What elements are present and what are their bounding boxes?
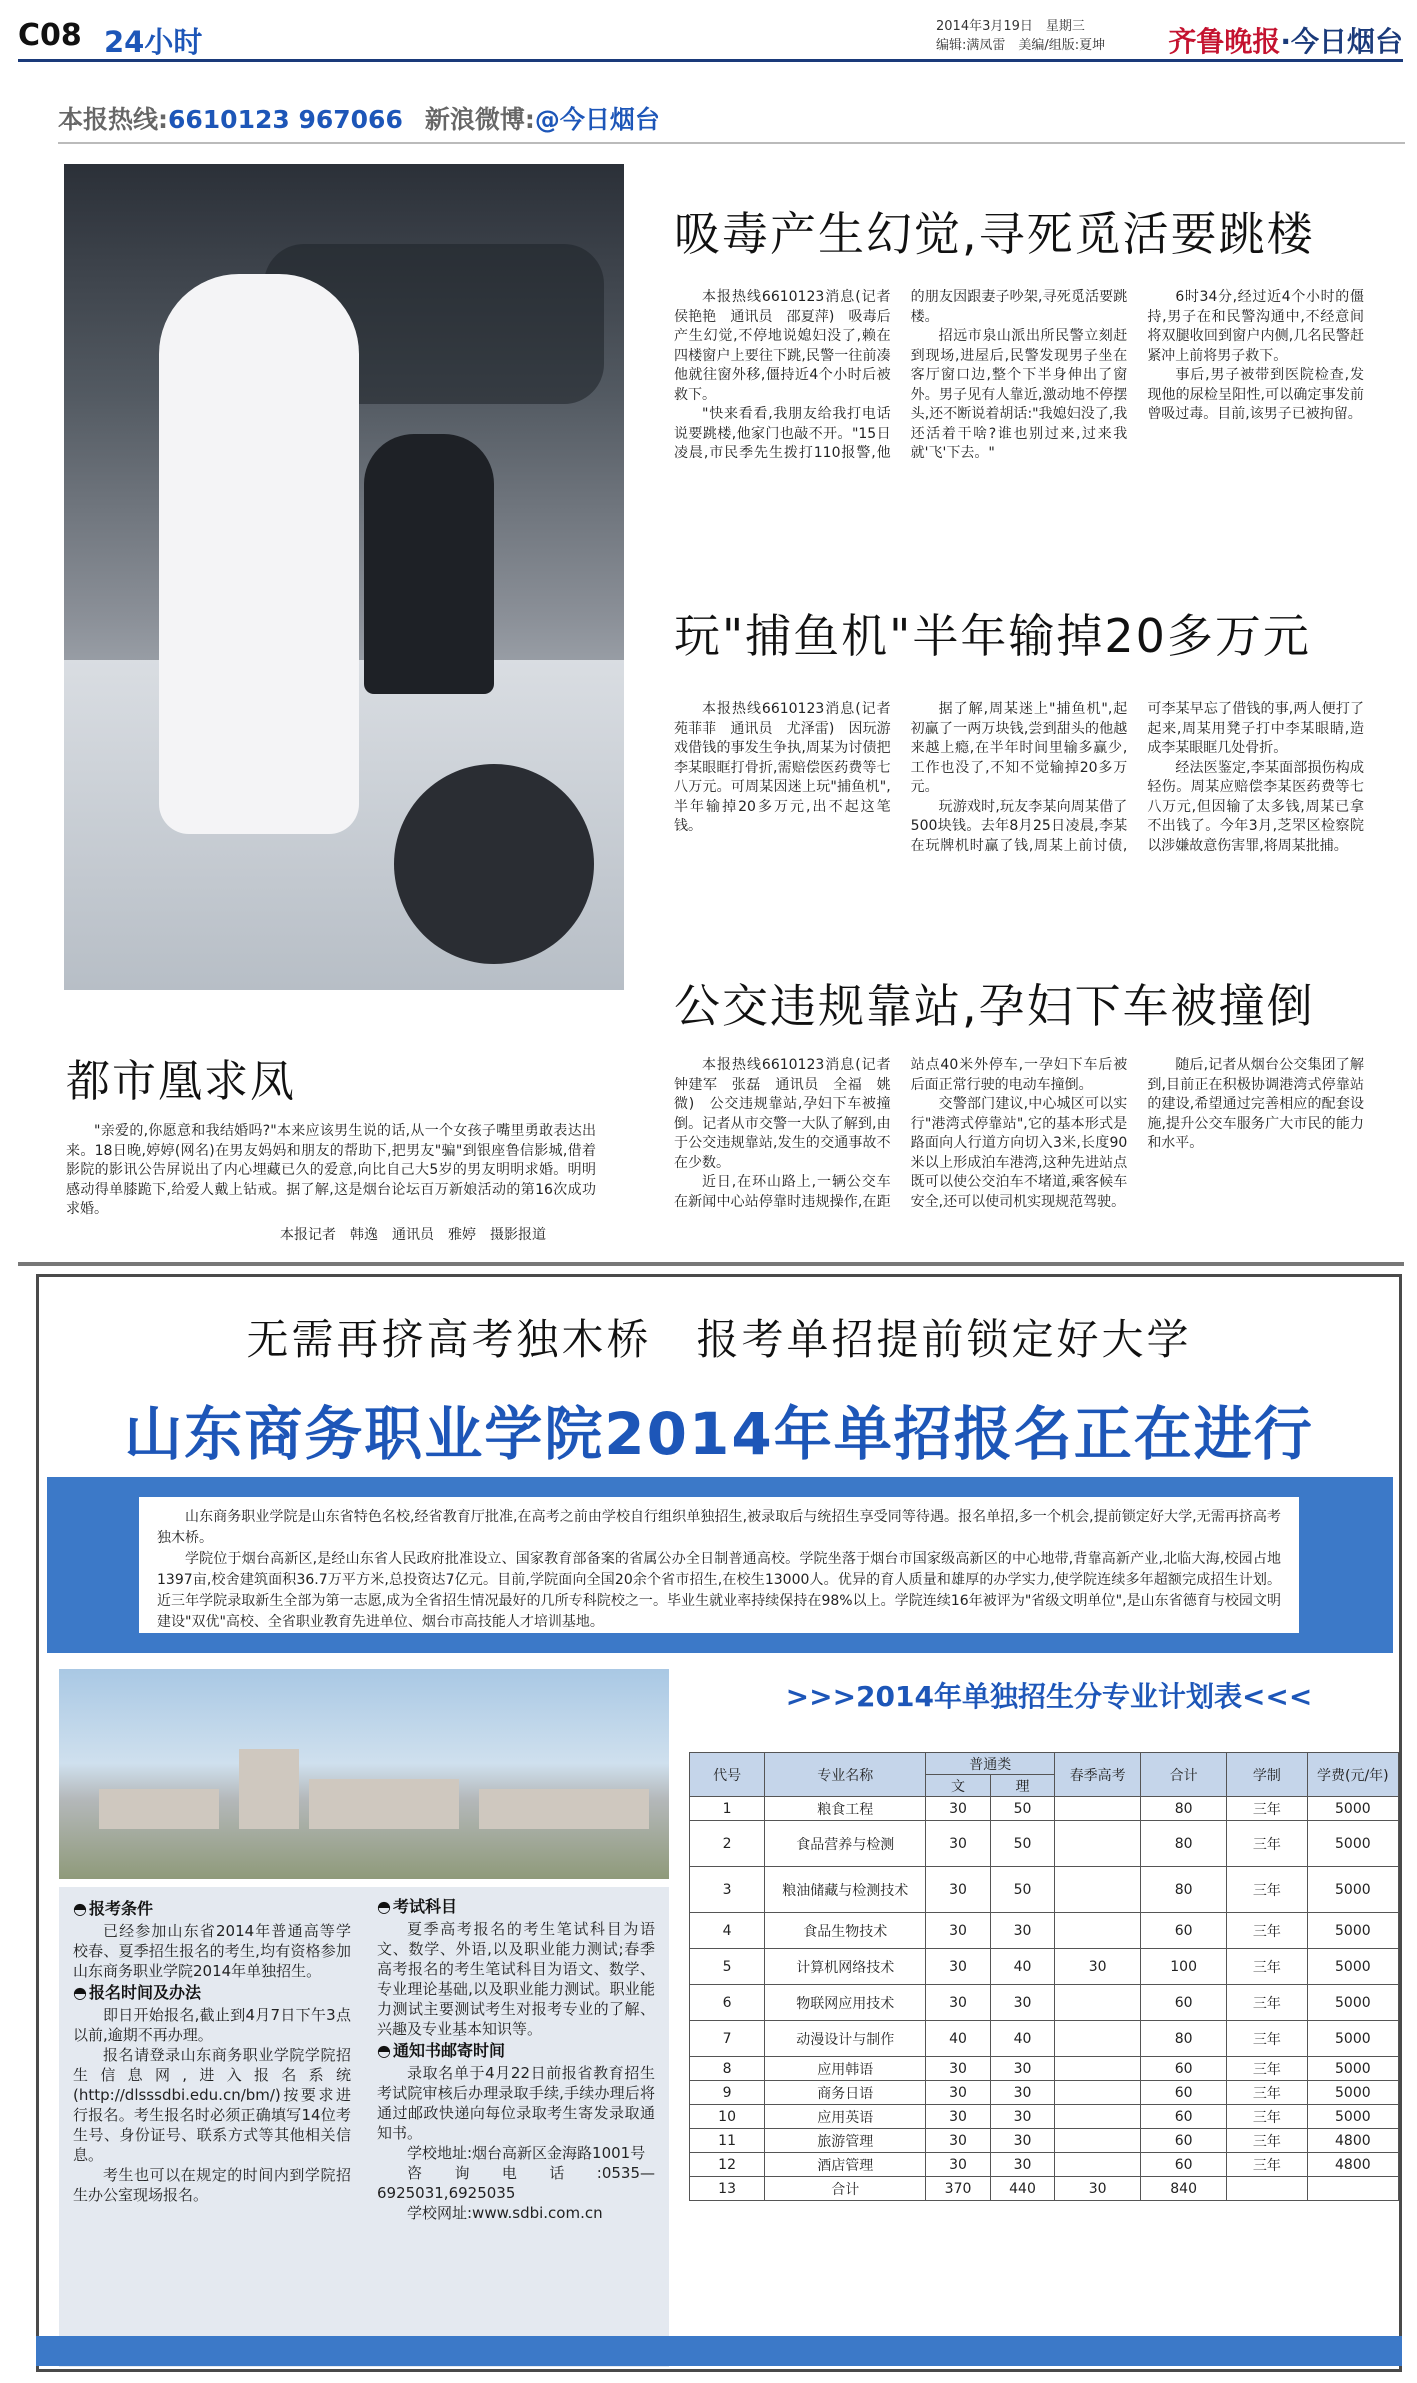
proposal-photo	[64, 164, 624, 990]
table-cell: 5000	[1307, 1821, 1398, 1867]
brand-name: 齐鲁晚报	[1168, 25, 1281, 58]
table-cell: 30	[990, 2105, 1054, 2129]
table-cell: 60	[1141, 1913, 1227, 1949]
table-cell: 4800	[1307, 2129, 1398, 2153]
info-heading: ◓ 通知书邮寄时间	[377, 2041, 655, 2061]
table-cell	[1055, 2129, 1141, 2153]
table-cell: 13	[690, 2177, 765, 2201]
table-cell: 30	[926, 2105, 990, 2129]
table-cell	[1055, 2081, 1141, 2105]
table-cell: 30	[990, 1913, 1054, 1949]
article-paragraph: 招远市泉山派出所民警立刻赶到现场,进屋后,民警发现男子坐在客厅窗口边,整个下半身伸出了窗外。男子见有人靠近,激动地不停摆头,还不断说着胡话:"我媳妇没了,我还活着干啥?谁也别过来,过来我就'飞'下去。"	[910, 328, 1128, 461]
major-name-cell: 粮食工程	[765, 1797, 926, 1821]
brand-edition: ·今日烟台	[1280, 25, 1403, 58]
article-paragraph: 近日,在环山路上,一辆公交车在新闻中心站停靠时违规操作,在距站点40米外停车,一孕妇下车后被后面正常行驶的电动车撞倒。	[674, 1057, 1128, 1210]
table-row	[690, 2129, 1399, 2153]
building-shape	[99, 1789, 219, 1829]
table-cell: 4800	[1307, 2153, 1398, 2177]
table-cell: 6	[690, 1985, 765, 2021]
table-cell	[1227, 2177, 1308, 2201]
article-paragraph: "快来看看,我朋友给我打电话说要跳楼,他家门也敲不开。"15日凌晨,市民季先生拨打110报警,他的朋友因跟妻子吵架,寻死觅活要跳楼。	[674, 289, 1128, 461]
info-heading: ◓ 考试科目	[377, 1897, 655, 1917]
article-paragraph: 交警部门建议,中心城区可以实行"港湾式停靠站",它的基本形式是路面向人行道方向切入3米,长度90米以上形成泊车港湾,这种先进站点既可以使公交泊车不堵道,乘客候车安全,还可以使司机实现规范驾驶。	[910, 1096, 1128, 1210]
major-name-cell: 动漫设计与制作	[765, 2021, 926, 2057]
building-shape	[479, 1789, 649, 1829]
major-name-cell: 合计	[765, 2177, 926, 2201]
divider	[58, 142, 1405, 144]
table-cell: 三年	[1227, 1913, 1308, 1949]
article-paragraph: 据了解,周某迷上"捕鱼机",起初赢了一两万块钱,尝到甜头的他越来越上瘾,在半年时间里输多赢少,工作也没了,不知不觉输掉20多万元。	[910, 701, 1128, 795]
info-text: 考生也可以在规定的时间内到学院招生办公室现场报名。	[73, 2166, 351, 2204]
table-cell: 30	[926, 2057, 990, 2081]
table-row	[690, 2153, 1399, 2177]
table-cell: 5	[690, 1949, 765, 1985]
section-title: 24小时	[104, 25, 203, 59]
col-major: 专业名称	[765, 1753, 926, 1797]
building-shape	[309, 1779, 459, 1829]
table-cell: 5000	[1307, 2057, 1398, 2081]
table-cell: 50	[990, 1867, 1054, 1913]
issue-date: 2014年3月19日 星期三	[936, 19, 1085, 34]
table-cell: 5000	[1307, 2081, 1398, 2105]
table-row	[690, 2177, 1399, 2201]
table-cell: 30	[926, 1913, 990, 1949]
ad-title: 山东商务职业学院2014年单招报名正在进行	[124, 1400, 1314, 1468]
hotline-numbers: 6610123 967066	[168, 105, 403, 134]
table-cell: 60	[1141, 2057, 1227, 2081]
table-cell: 30	[1055, 2177, 1141, 2201]
weibo-label: 新浪微博:	[424, 105, 535, 134]
article-paragraph: 本报热线6610123消息(记者 侯艳艳 通讯员 邵夏萍) 吸毒后产生幻觉,不停地说媳妇没了,赖在四楼窗户上要往下跳,民警一往前凑他就往窗外移,僵持近4个小时后被救下。	[674, 289, 905, 403]
table-cell: 8	[690, 2057, 765, 2081]
table-cell: 三年	[1227, 1985, 1308, 2021]
table-row	[690, 1867, 1399, 1913]
col-arts: 文	[926, 1775, 990, 1797]
article-body	[674, 288, 1364, 516]
table-row	[690, 1821, 1399, 1867]
table-cell: 三年	[1227, 2081, 1308, 2105]
table-cell: 1	[690, 1797, 765, 1821]
table-cell: 三年	[1227, 1949, 1308, 1985]
col-regular: 普通类	[926, 1753, 1055, 1775]
page-number: C08	[18, 18, 82, 53]
major-name-cell: 商务日语	[765, 2081, 926, 2105]
table-cell: 60	[1141, 1985, 1227, 2021]
college-advertisement	[36, 1274, 1402, 2372]
col-fee: 学费(元/年)	[1307, 1753, 1398, 1797]
table-cell: 三年	[1227, 2057, 1308, 2081]
col-science: 理	[990, 1775, 1054, 1797]
table-cell: 60	[1141, 2153, 1227, 2177]
hotline-label: 本报热线:	[58, 105, 168, 134]
col-code: 代号	[690, 1753, 765, 1797]
major-name-cell: 食品营养与检测	[765, 1821, 926, 1867]
article-headline: 吸毒产生幻觉,寻死觅活要跳楼	[674, 207, 1315, 261]
table-cell: 30	[990, 2057, 1054, 2081]
table-cell: 40	[990, 1949, 1054, 1985]
table-cell: 30	[990, 2153, 1054, 2177]
major-name-cell: 粮油储藏与检测技术	[765, 1867, 926, 1913]
table-cell: 80	[1141, 1797, 1227, 1821]
article-paragraph: 本报热线6610123消息(记者 苑菲菲 通讯员 尤泽雷) 因玩游戏借钱的事发生争执,周某为讨债把李某眼眶打骨折,需赔偿医药费等七八万元。可周某因迷上玩"捕鱼机",半年输掉20多万元,出不起这笔钱。	[674, 701, 905, 834]
table-cell: 50	[990, 1821, 1054, 1867]
major-name-cell: 应用英语	[765, 2105, 926, 2129]
table-cell: 50	[990, 1797, 1054, 1821]
table-cell: 5000	[1307, 1913, 1398, 1949]
table-cell: 30	[926, 2129, 990, 2153]
table-cell: 440	[990, 2177, 1054, 2201]
table-cell: 5000	[1307, 1867, 1398, 1913]
page-header	[18, 14, 1403, 62]
intro-paragraph: 学院位于烟台高新区,是经山东省人民政府批准设立、国家教育部备案的省属公办全日制普通高校。学院坐落于烟台市国家级高新区的中心地带,背靠高新产业,北临大海,校园占地1397亩,校舍建筑面积36.7万平方米,总投资达7亿元。目前,学院面向全国20余个省市招生,在校生13000人。优异的育人质量和雄厚的办学实力,使学院连续多年超额完成招生计划。近三年学院录取新生全部为第一志愿,成为全省招生情况最好的几所专科院校之一。毕业生就业率持续保持在98%以上。学院连续16年被评为"省级文明单位",是山东省德育与校园文明建设"双优"高校、全省职业教育先进单位、烟台市高技能人才培训基地。	[157, 1551, 1281, 1630]
school-phone: 咨询电话:0535—6925031,6925035	[377, 2164, 655, 2202]
table-cell: 60	[1141, 2129, 1227, 2153]
table-cell: 9	[690, 2081, 765, 2105]
article-headline: 公交违规靠站,孕妇下车被撞倒	[674, 979, 1315, 1033]
enrollment-plan-table	[689, 1752, 1399, 2201]
table-row	[690, 1949, 1399, 1985]
ad-subtitle: 无需再挤高考独木桥 报考单招提前锁定好大学	[246, 1315, 1192, 1364]
table-cell: 30	[926, 1949, 990, 1985]
ad-intro	[139, 1497, 1299, 1633]
table-cell: 5000	[1307, 1949, 1398, 1985]
table-cell: 5000	[1307, 1985, 1398, 2021]
major-name-cell: 计算机网络技术	[765, 1949, 926, 1985]
groom-figure	[364, 434, 494, 694]
major-name-cell: 物联网应用技术	[765, 1985, 926, 2021]
table-cell	[1307, 2177, 1398, 2201]
info-text: 即日开始报名,截止到4月7日下午3点以前,逾期不再办理。	[73, 2006, 351, 2044]
col-years: 学制	[1227, 1753, 1308, 1797]
table-cell: 5000	[1307, 2105, 1398, 2129]
col-total: 合计	[1141, 1753, 1227, 1797]
building-shape	[239, 1749, 299, 1829]
table-cell: 30	[990, 2129, 1054, 2153]
weibo-handle: @今日烟台	[534, 105, 660, 134]
info-heading: ◓ 报名时间及办法	[73, 1983, 351, 2003]
table-row	[690, 2057, 1399, 2081]
admission-info	[59, 1887, 669, 2367]
table-cell: 30	[990, 1985, 1054, 2021]
info-text: 录取名单于4月22日前报省教育招生考试院审核后办理录取手续,手续办理后将通过邮政快递向每位录取考生寄发录取通知书。	[377, 2064, 655, 2142]
table-cell: 30	[926, 1821, 990, 1867]
table-row	[690, 1797, 1399, 1821]
table-cell: 5000	[1307, 1797, 1398, 1821]
table-cell: 30	[926, 1867, 990, 1913]
table-cell: 30	[926, 2081, 990, 2105]
table-cell: 30	[926, 1797, 990, 1821]
table-cell: 三年	[1227, 2129, 1308, 2153]
article-paragraph: 6时34分,经过近4个小时的僵持,男子在和民警沟通中,不经意间将双腿收回到窗户内侧,几名民警赶紧冲上前将男子救下。	[1147, 289, 1364, 364]
article-paragraph: 随后,记者从烟台公交集团了解到,目前正在积极协调港湾式停靠站的建设,希望通过完善相应的配套设施,提升公交车服务广大市民的能力和水平。	[1147, 1057, 1364, 1151]
table-cell: 11	[690, 2129, 765, 2153]
table-cell: 840	[1141, 2177, 1227, 2201]
table-cell: 40	[926, 2021, 990, 2057]
article-headline: 玩"捕鱼机"半年输掉20多万元	[674, 609, 1311, 663]
side-story-credit: 本报记者 韩逸 通讯员 雅婷 摄影报道	[280, 1227, 546, 1243]
table-cell: 30	[926, 1985, 990, 2021]
article-body	[674, 700, 1364, 948]
major-name-cell: 酒店管理	[765, 2153, 926, 2177]
table-cell: 7	[690, 2021, 765, 2057]
info-text: 已经参加山东省2014年普通高等学校春、夏季招生报名的考生,均有资格参加山东商务职业学院2014年单独招生。	[73, 1922, 351, 1980]
table-cell: 60	[1141, 2105, 1227, 2129]
table-cell: 100	[1141, 1949, 1227, 1985]
table-cell	[1055, 2105, 1141, 2129]
table-cell: 12	[690, 2153, 765, 2177]
table-cell: 30	[926, 2153, 990, 2177]
table-row	[690, 2021, 1399, 2057]
table-cell: 40	[990, 2021, 1054, 2057]
table-cell	[1055, 2153, 1141, 2177]
table-cell: 3	[690, 1867, 765, 1913]
table-cell: 三年	[1227, 2153, 1308, 2177]
table-cell	[1055, 1797, 1141, 1821]
table-cell: 三年	[1227, 1797, 1308, 1821]
table-row	[690, 2105, 1399, 2129]
bride-figure	[159, 274, 359, 834]
table-cell: 60	[1141, 2081, 1227, 2105]
plan-table-title: >>>2014年单独招生分专业计划表<<<	[785, 1680, 1313, 1713]
article-paragraph: 事后,男子被带到医院检查,发现他的尿检呈阳性,可以确定事发前曾吸过毒。目前,该男子已被拘留。	[1147, 367, 1364, 422]
table-cell	[1055, 2021, 1141, 2057]
table-cell: 三年	[1227, 1821, 1308, 1867]
article-body	[674, 1056, 1364, 1252]
info-text: 报名请登录山东商务职业学院学院招生信息网,进入报名系统(http://dlsssdbi.edu.cn/bm/)按要求进行报名。考生报名时必须正确填写14位考生号、身份证号、联系方式等其他相关信息。	[73, 2046, 351, 2164]
major-name-cell: 食品生物技术	[765, 1913, 926, 1949]
major-name-cell: 应用韩语	[765, 2057, 926, 2081]
editors: 编辑:满凤雷 美编/组版:夏坤	[936, 38, 1106, 53]
campus-photo	[59, 1669, 669, 1879]
info-text: 夏季高考报名的考生笔试科目为语文、数学、外语,以及职业能力测试;春季高考报名的考生笔试科目为语文、数学、专业理论基础,以及职业能力测试。职业能力测试主要测试考生对报考专业的了解、兴趣及专业基本知识等。	[377, 1920, 655, 2038]
newspaper-brand	[1168, 20, 1403, 60]
intro-paragraph: 山东商务职业学院是山东省特色名校,经省教育厅批准,在高考之前由学校自行组织单独招生,被录取后与统招生享受同等待遇。报名单招,多一个机会,提前锁定好大学,无需再挤高考独木桥。	[157, 1509, 1281, 1546]
table-row	[690, 1985, 1399, 2021]
article-paragraph: 玩游戏时,玩友李某向周某借了500块钱。去年8月25日凌晨,李某在玩牌机时赢了钱,周某上前讨债,可李某早忘了借钱的事,两人便打了起来,周某用凳子打中李某眼睛,造成李某眼眶几处骨折。	[910, 701, 1364, 854]
info-heading: ◓ 报考条件	[73, 1899, 351, 1919]
table-cell: 2	[690, 1821, 765, 1867]
table-cell: 30	[1055, 1949, 1141, 1985]
table-cell: 4	[690, 1913, 765, 1949]
table-cell: 三年	[1227, 2021, 1308, 2057]
school-website: 学校网址:www.sdbi.com.cn	[407, 2204, 603, 2222]
hotline-bar	[58, 100, 660, 136]
table-cell	[1055, 2057, 1141, 2081]
camera-lens-shape	[394, 764, 594, 964]
table-row	[690, 1913, 1399, 1949]
side-story-title: 都市凰求凤	[66, 1056, 296, 1107]
table-cell: 5000	[1307, 2021, 1398, 2057]
table-cell: 80	[1141, 2021, 1227, 2057]
table-cell: 30	[990, 2081, 1054, 2105]
table-cell: 三年	[1227, 1867, 1308, 1913]
table-cell	[1055, 1913, 1141, 1949]
footer-bar	[36, 2336, 1402, 2366]
table-cell	[1055, 1985, 1141, 2021]
side-story-body: "亲爱的,你愿意和我结婚吗?"本来应该男生说的话,从一个女孩子嘴里勇敢表达出来。18日晚,婷婷(网名)在男友妈妈和朋友的帮助下,把男友"骗"到银座鲁信影城,借着影院的影讯公告屏说出了内心埋藏已久的爱意,向比自己大5岁的男友明明求婚。明明感动得单膝跪下,给爱人戴上钻戒。据了解,这是烟台论坛百万新娘活动的第16次成功求婚。	[66, 1123, 596, 1217]
table-cell: 370	[926, 2177, 990, 2201]
col-spring: 春季高考	[1055, 1753, 1141, 1797]
school-address: 学校地址:烟台高新区金海路1001号	[407, 2144, 646, 2162]
table-row	[690, 2081, 1399, 2105]
table-cell: 10	[690, 2105, 765, 2129]
divider	[18, 1262, 1404, 1266]
table-cell	[1055, 1867, 1141, 1913]
table-cell: 80	[1141, 1821, 1227, 1867]
major-name-cell: 旅游管理	[765, 2129, 926, 2153]
article-paragraph: 经法医鉴定,李某面部损伤构成轻伤。周某应赔偿李某医药费等七八万元,但因输了太多钱,周某已拿不出钱了。今年3月,芝罘区检察院以涉嫌故意伤害罪,将周某批捕。	[1147, 759, 1364, 854]
table-cell	[1055, 1821, 1141, 1867]
table-cell: 三年	[1227, 2105, 1308, 2129]
article-paragraph: 本报热线6610123消息(记者 钟建军 张磊 通讯员 全福 姚微) 公交违规靠站,孕妇下车被撞倒。记者从市交警一大队了解到,由于公交违规靠站,发生的交通事故不在少数。	[674, 1057, 905, 1171]
table-cell: 80	[1141, 1867, 1227, 1913]
issue-meta	[936, 17, 1105, 55]
